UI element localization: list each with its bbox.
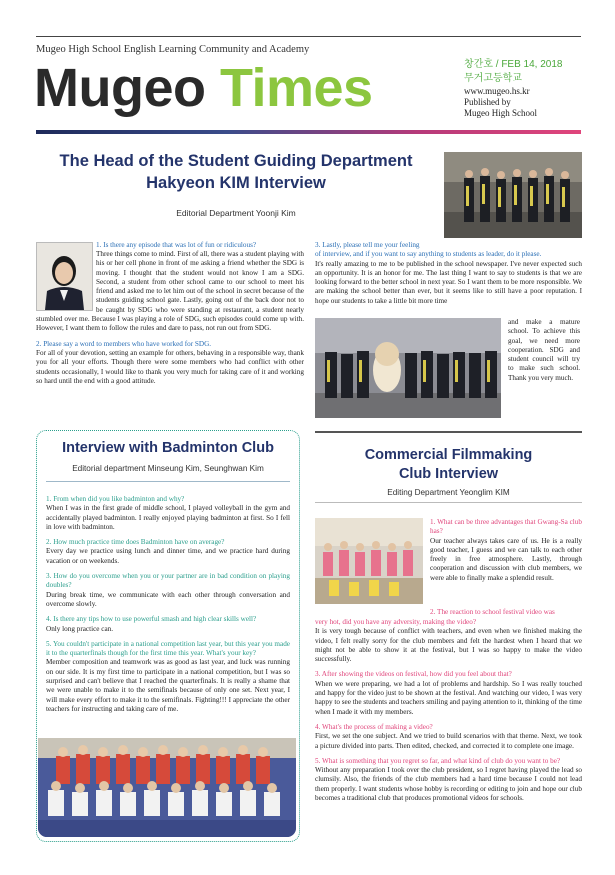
lead-title-line1: The Head of the Student Guiding Department (59, 152, 413, 170)
lead-col1-top (96, 241, 304, 250)
portrait-float-spacer (36, 250, 96, 309)
badminton-qa-2 (46, 538, 290, 566)
film-title-line2: Club Interview (398, 466, 499, 482)
masthead-title-mugeo: Mugeo (34, 58, 220, 118)
top-rule (36, 36, 581, 37)
film-a2: It is very tough because of conflict with teachers, and even when we finished making the video, I felt really sorry for the club members and felt the hardest when I heard that we might not be able to show it at the festival, but I was so happy to make the video successfully. (315, 627, 582, 664)
film-q2-line2: very hot, did you have any adversity, making the video? (315, 618, 477, 626)
film-byline: Editing Department Yeonglim KIM (387, 488, 510, 497)
lead-q3-line1: 3. Lastly, please tell me your feeling (315, 241, 420, 249)
film-q5: 5. What is something that you regret so far, and what kind of club do you want to be? (315, 756, 561, 765)
badminton-a: Only long practice can. (46, 624, 114, 633)
lead-title (36, 150, 436, 194)
film-a1: Our teacher always takes care of us. He is a really good teacher, I guess and we can talk to each other freely in free atmosphere. Lastly, through cooperation and discussion with club members, we were able to finally make a splendid result. (430, 536, 582, 582)
film-qa1 (430, 518, 582, 583)
badminton-qa-5 (46, 640, 290, 714)
badminton-q: 1. From when did you like badminton and why? (46, 495, 185, 503)
site-url: www.mugeo.hs.kr (464, 86, 530, 96)
film-a5: Without any preparation I took over the club president, so I regret having played the lead so clumsily. Also, the friends of the club members had a hard time because I could not lead them properly. I want students whose hobby is recording or editing to join and hope our club becomes a traditional club that produces promotional videos for schools. (315, 766, 582, 803)
film-top-rule (315, 431, 582, 433)
school-name-kr: 무거고등학교 (464, 73, 522, 84)
badminton-qa-1 (46, 495, 290, 532)
lead-a3-part1: It's really amazing to me to be published in the school newspaper. I've never expected such an opportunity. It is an honor for me. The last thing I want to say to students is that we are looking forward to the better school in next year. So I want them to be more responsible. We are making the school better than ever, but it seems like to still have a poor reputation. I hope our students to take a little bit more time (315, 259, 582, 305)
badminton-qa-3 (46, 572, 290, 609)
film-q4: 4. What's the process of making a video? (315, 722, 433, 731)
film-qa-rest (315, 618, 582, 803)
lead-a2: For all of your devotion, setting an example for others, behaving in a responsible way, thank you for all your efforts. Though there were some members who had conflict with other students occasionally, I would like to thank you very much for taking care of it and working so hard until the end with a good attitude. (36, 348, 304, 385)
lead-group-photo (444, 152, 582, 238)
film-title-line1: Commercial Filmmaking (364, 447, 533, 463)
lead-q2: 2. Please say a word to members who have worked for SDG. (36, 339, 212, 348)
masthead-org: Mugeo High School English Learning Community and Academy (36, 44, 310, 55)
lead-a1-wrap (36, 250, 304, 386)
masthead-title-times: Times (219, 58, 373, 118)
film-a3: When we were preparing, we had a lot of problems and hardship. So I was really touched and happy for the video just to be shown at the festival. And watching our video, I was very happy to see the students and teachers smiling and paying attention to it, thinking of the time when I made it with my members. (315, 679, 582, 716)
film-q1: 1. What can be three advantages that Gwang-Sa club has? (430, 518, 582, 536)
badminton-a: During break time, we communicate with each other through conversation and overcome slowly. (46, 590, 290, 608)
film-q2-line1: 2. The reaction to school festival video was (430, 608, 555, 616)
film-q2-top (430, 608, 582, 617)
masthead-title (34, 56, 373, 120)
badminton-a: Member composition and teamwork was as good as last year, and luck was running on our side. It is my first time to participate in a national competition, but I was so surprised and can't believe that I reached the quarterfinals. It is really a shame that we were unable to make it to the semifinals because of only one set. Next year, I will make every effort to make it to the semifinals. Fighting!!! I appreciate the other teachers for instructing and taking care of me. (46, 658, 290, 713)
published-by: Published by (464, 97, 511, 107)
badminton-q: 2. How much practice time does Badminton have on average? (46, 538, 225, 547)
badminton-title: Interview with Badminton Club (62, 440, 274, 456)
lead-q1: 1. Is there any episode that was lot of fun or ridiculous? (96, 241, 257, 249)
badminton-byline-rule (46, 481, 290, 482)
film-title (315, 446, 582, 484)
lead-q3-line2: of interview, and if you want to say anything to students as leader, do it please. (315, 250, 542, 259)
lead-a1: Three things come to mind. First of all, there was a student playing with his or her cell phone in front of me asking a friend whether the SDG is moving. I thought that the student would not know I am a SDG. Second, a student from other school came to our school to meet his friend and asked me to let him out of the school in secret because of the students guiding school gate. Lastly, going out of the back door not to be caught by SDG who were standing at restaurant, a student nearly stumbled over me. Because I was playing a role of SDG, such episodes could come up with. However, I want them to follow the rules and dare to pass, not run out from SDG. (36, 250, 304, 333)
film-a4: First, we set the one subject. And we tried to build scenarios with that theme. Next, we took a picture divided into parts. Then edited, checked, and corrected it to complete one image. (315, 732, 582, 750)
badminton-a: Every day we practice using lunch and dinner time, and we practice hard during vacation or on weekends. (46, 547, 290, 565)
badminton-q: 5. You couldn't participate in a national competition last year, but this year you made it to the quarterfinals though for the first time this year. What's your key? (46, 639, 290, 658)
film-byline-rule (315, 502, 582, 503)
badminton-qa-list (46, 495, 290, 714)
lead-col2 (315, 241, 582, 306)
badminton-qa-4 (46, 615, 290, 634)
lead-mascot-photo (315, 318, 501, 418)
badminton-q: 3. How do you overcome when you or your partner are in bad condition on playing doubles? (46, 572, 290, 590)
badminton-q: 4. Is there any tips how to use powerful smash and high clear skills well? (46, 615, 257, 624)
badminton-team-photo (38, 738, 296, 837)
lead-a3-part2: and make a mature school. To achieve this goal, we need more cooperation. SDG and student council will try to make such school. Thank you very much. (508, 318, 580, 382)
film-club-photo (315, 518, 423, 604)
film-q3: 3. After showing the videos on festival, how did you feel about that? (315, 670, 512, 679)
publisher: Mugeo High School (464, 108, 537, 118)
issue-date: 창간호 / FEB 14, 2018 (464, 59, 563, 70)
lead-byline: Editorial Department Yoonji Kim (176, 208, 296, 218)
badminton-byline: Editorial department Minseung Kim, Seunghwan Kim (72, 464, 264, 473)
lead-title-line2: Hakyeon KIM Interview (146, 174, 326, 192)
badminton-a: When I was in the first grade of middle school, I played volleyball in the gym and accidentally played badminton. I really enjoyed playing badminton at first. So I fell in love with badminton. (46, 504, 290, 531)
masthead-color-bar (36, 130, 581, 134)
